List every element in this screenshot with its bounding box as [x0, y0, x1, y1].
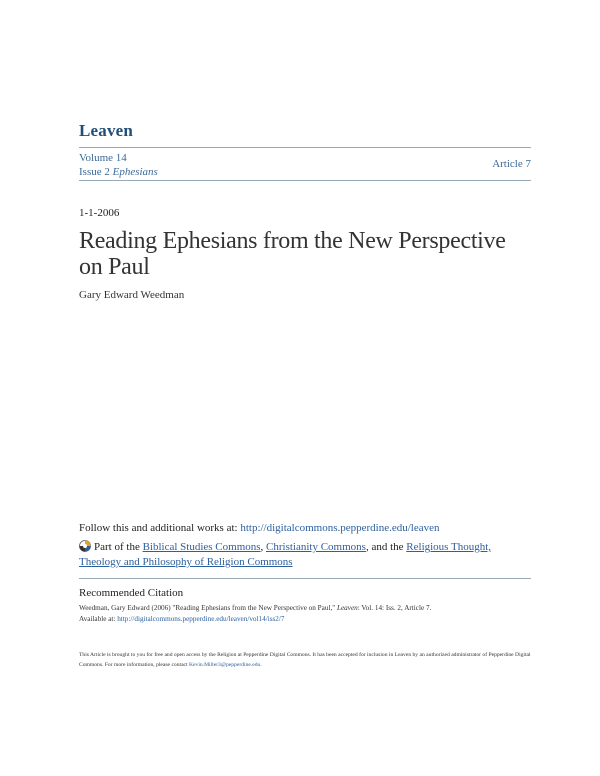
citation-text — [79, 603, 531, 625]
footer-text: This Article is brought to you for free and open access by the Religion at Pepperdine Digital Commons. It has been accepted for inclusion in Leaven by an authorized administrator of Pepperdine Digital Commons. For more information, please contact — [79, 652, 531, 668]
part-of-line — [79, 540, 531, 570]
volume-label[interactable]: Volume 14 — [79, 152, 127, 164]
recommended-citation-heading: Recommended Citation — [79, 587, 184, 599]
biblical-studies-link[interactable]: Biblical Studies Commons — [142, 541, 261, 553]
open-access-icon — [79, 540, 91, 552]
follow-label: Follow this and additional works at: — [79, 522, 238, 534]
footer-end: . — [260, 662, 262, 668]
religious-thought-link[interactable]: Religious Thought, Theology and Philosophy of Religion Commons — [79, 541, 492, 568]
footer-notice — [79, 650, 531, 670]
citation-pre: Weedman, Gary Edward (2006) "Reading Ephesians from the New Perspective on Paul," — [79, 604, 336, 612]
publication-date: 1-1-2006 — [79, 207, 120, 219]
journal-title: Leaven — [79, 121, 134, 140]
issue-name: Ephesians — [112, 166, 158, 178]
citation-journal: Leaven — [336, 604, 358, 612]
part-of-sep1: , — [260, 541, 264, 553]
christianity-commons-link[interactable]: Christianity Commons — [266, 541, 366, 553]
article-title: Reading Ephesians from the New Perspective on Paul — [79, 228, 506, 280]
part-of-prefix: Part of the — [94, 541, 140, 553]
citation-rule — [79, 578, 531, 579]
follow-line — [79, 522, 440, 534]
article-url-link[interactable]: http://digitalcommons.pepperdine.edu/leaven/vol14/iss2/7 — [117, 615, 285, 623]
part-of-sep2: , and the — [365, 541, 404, 553]
volume-issue-block — [79, 151, 158, 179]
issue-prefix: Issue 2 — [79, 166, 110, 178]
article-number: Article 7 — [492, 158, 531, 170]
available-label: Available at: — [79, 615, 116, 623]
citation-post: : Vol. 14: Iss. 2, Article 7. — [357, 604, 432, 612]
header-rule-bottom — [79, 180, 531, 181]
author-name: Gary Edward Weedman — [79, 289, 185, 301]
issue-line[interactable] — [79, 165, 158, 179]
contact-email-link[interactable]: Kevin.Miller3@pepperdine.edu — [189, 662, 261, 668]
repository-link[interactable]: http://digitalcommons.pepperdine.edu/leaven — [240, 522, 440, 534]
header-rule-top — [79, 147, 531, 148]
